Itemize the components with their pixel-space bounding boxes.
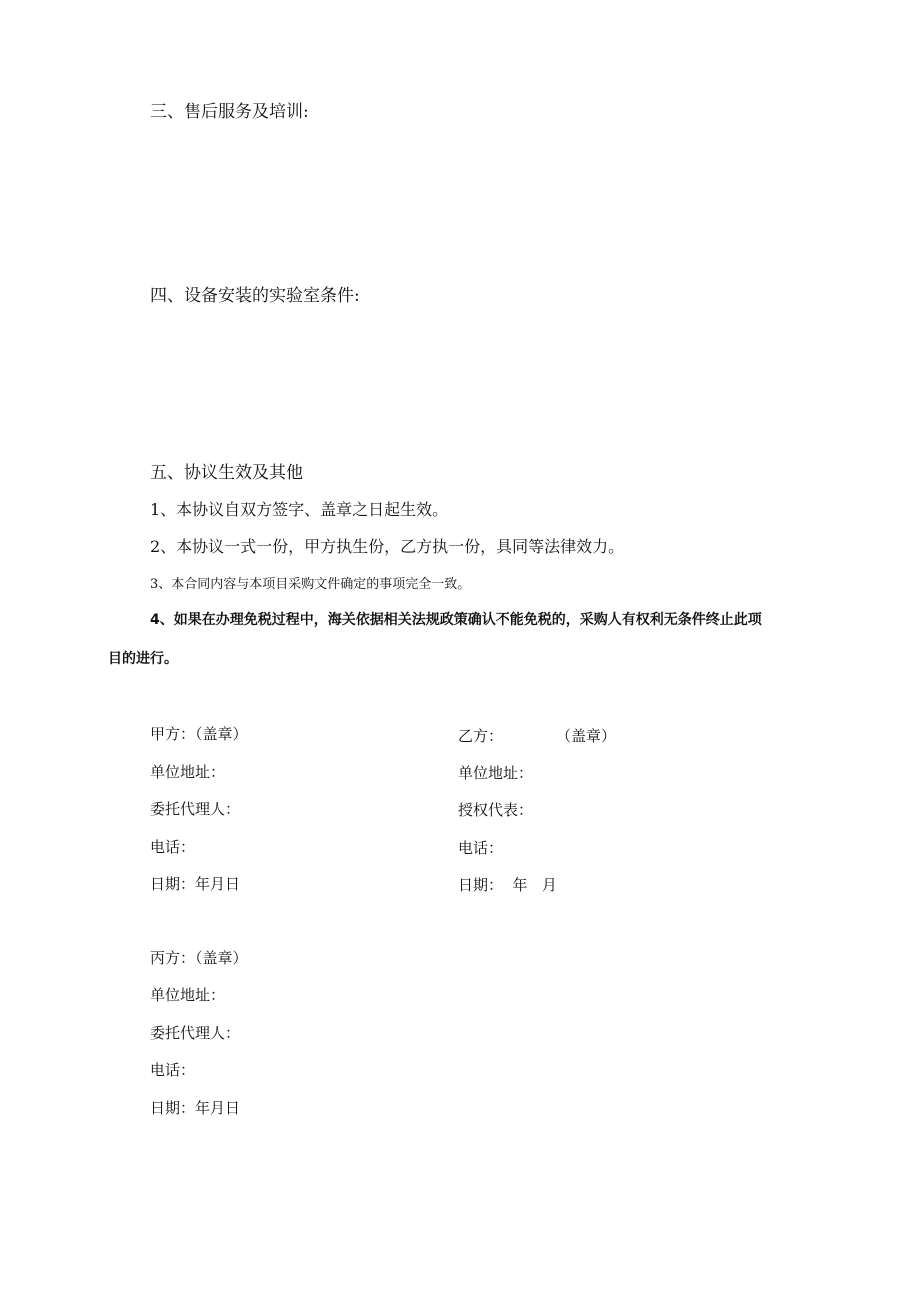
party-b-date: 日期： 年 月	[458, 876, 557, 894]
party-a-phone: 电话：	[150, 838, 196, 856]
party-b-phone: 电话：	[458, 839, 504, 857]
party-b-agent: 授权代表：	[458, 801, 534, 819]
clause-3: 3、本合同内容与本项目采购文件确定的事项完全一致。	[150, 577, 471, 592]
party-a-address: 单位地址：	[150, 763, 226, 781]
party-b-seal: （盖章）	[556, 727, 617, 745]
section-5-title: 五、协议生效及其他	[150, 463, 303, 483]
clause-4-line-2: 目的进行。	[108, 651, 178, 667]
party-a-agent: 委托代理人：	[150, 800, 241, 818]
party-b-address: 单位地址：	[458, 764, 534, 782]
party-a-label: 甲方：（盖章）	[150, 725, 248, 743]
section-3-title: 三、售后服务及培训:	[150, 102, 309, 122]
party-c-phone: 电话：	[150, 1061, 196, 1079]
clause-4-line-1: 4、如果在办理免税过程中，海关依据相关法规政策确认不能免税的，采购人有权利无条件终止此项	[150, 612, 762, 628]
party-c-agent: 委托代理人：	[150, 1024, 241, 1042]
clause-2: 2、本协议一式一份，甲方执生份，乙方执一份，具同等法律效力。	[150, 537, 625, 556]
party-c-label: 丙方：（盖章）	[150, 949, 248, 967]
party-c-date: 日期：年月日	[150, 1099, 241, 1117]
party-b-label: 乙方：	[458, 727, 504, 745]
party-c-address: 单位地址：	[150, 986, 226, 1004]
party-a-date: 日期：年月日	[150, 875, 241, 893]
clause-1: 1、本协议自双方签字、盖章之日起生效。	[150, 500, 449, 519]
section-4-title: 四、设备安装的实验室条件:	[150, 286, 360, 306]
